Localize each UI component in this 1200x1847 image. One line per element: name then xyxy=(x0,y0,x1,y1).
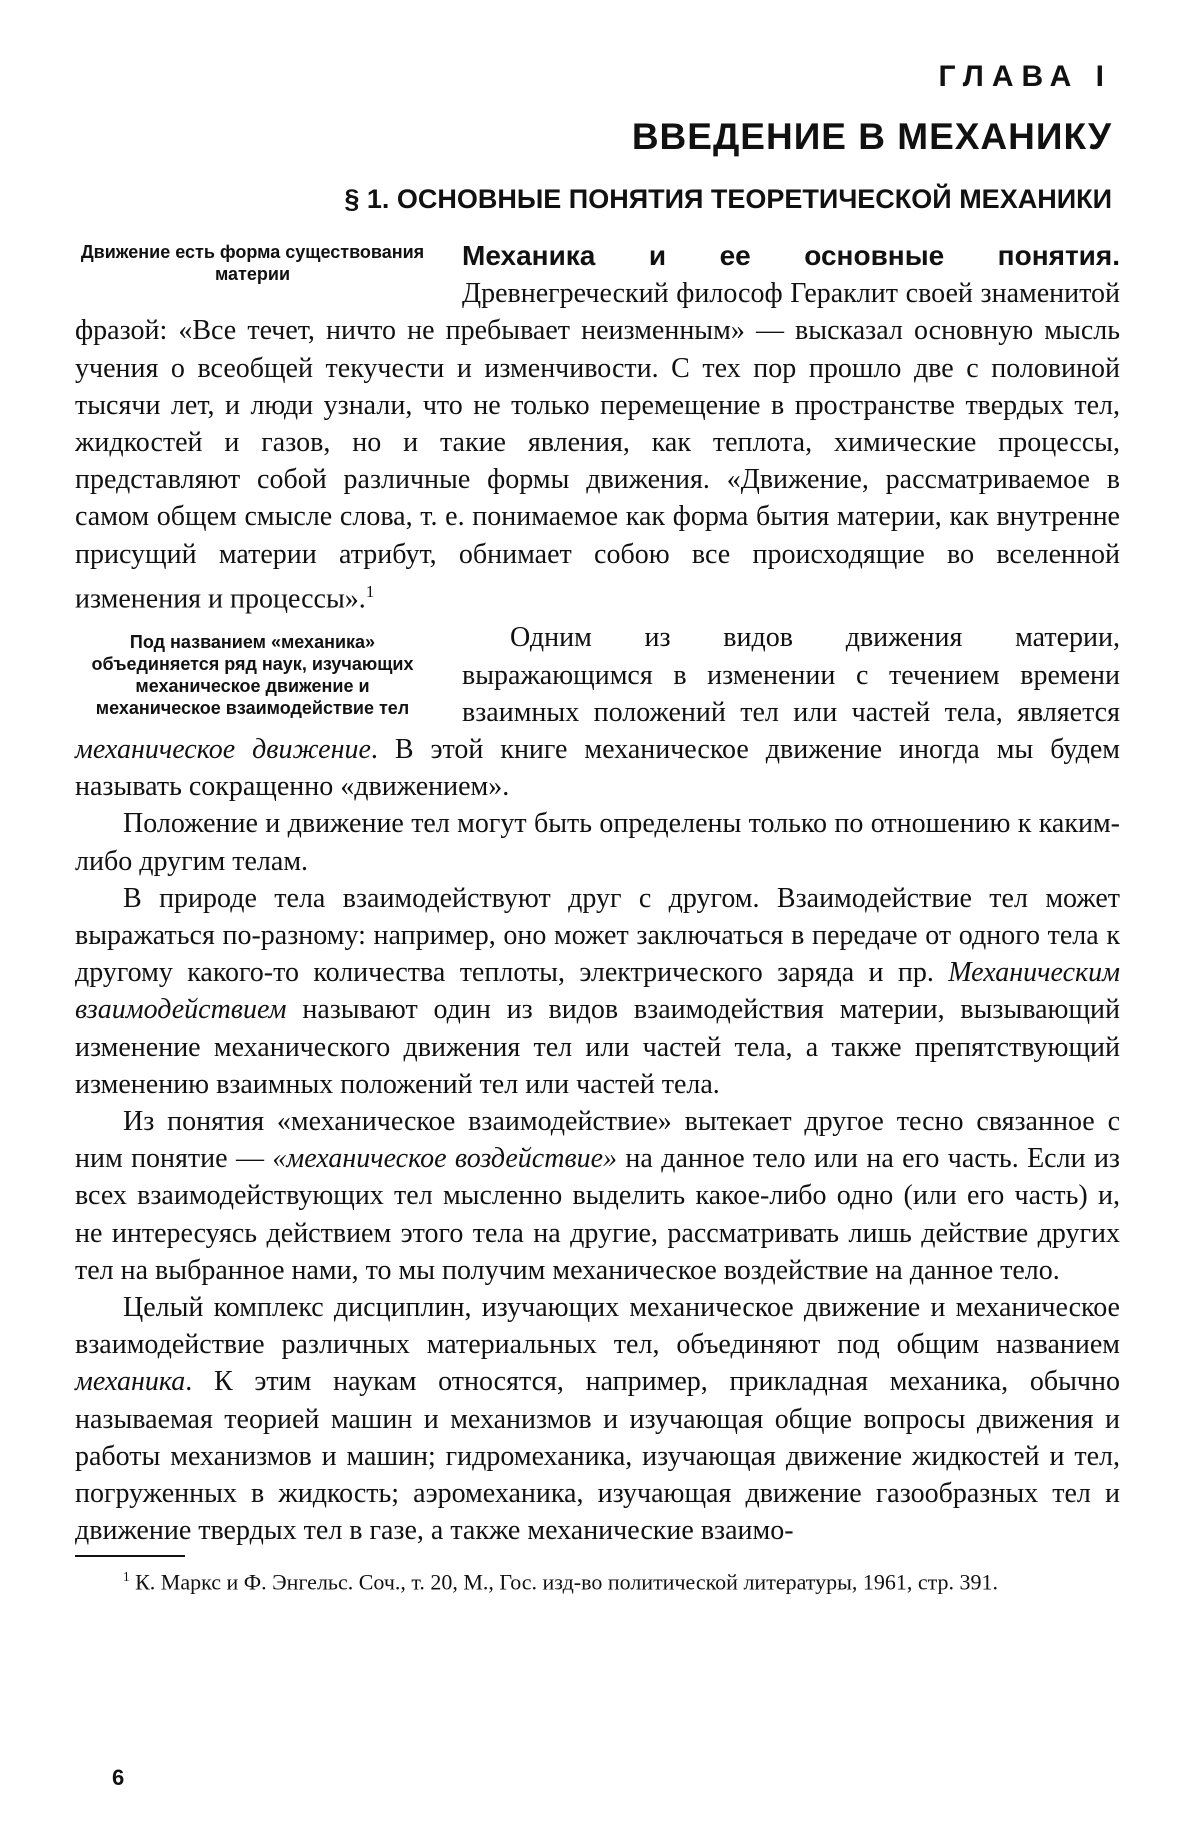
footnote-ref: 1 xyxy=(365,581,375,601)
paragraph-text: Древнегреческий философ Гераклит своей знаменитой фразой: «Все течет, ничто не пребывает неизменным» — высказал основную мысль учения о всеобщей текучести и изменчивости. С тех пор прошло две с половиной тысячи лет, и люди узнали, что не только перемещение в пространстве твердых тел, жидкостей и газов, но и такие явления, как теплота, химические процессы, представляют собой различные формы движения. «Движение, рассматриваемое в самом общем смысле слова, т. е. понимаемое как форма бытия материи, как внутренне присущий материи атрибут, обнимает собою все происходящие во вселенной изменения и процессы». xyxy=(75,278,1120,615)
emphasis-term: механика xyxy=(75,1366,186,1398)
paragraph xyxy=(75,1289,1120,1549)
paragraph-text: Одним из видов движения материи, выражающимся в изменении с течением времени взаимных положений тел или частей тела, является xyxy=(462,622,1120,728)
paragraph-text: называют один из видов взаимодействия материи, вызывающий изменение механического движения тел или частей тела, а также препятствующий изменению взаимных положений тел или частей тела. xyxy=(75,994,1120,1100)
chapter-label: ГЛАВА I xyxy=(938,60,1112,93)
paragraph-text: . В этой книге механическое движение иногда мы будем называть сокращенно «движением». xyxy=(75,733,1121,803)
paragraph xyxy=(75,1103,1120,1289)
paragraph-text: на данное тело или на его часть. Если из всех взаимодействующих тел мысленно выделить какое-либо одно (или его часть) и, не интересуясь действием этого тела на другие, рассматривать лишь действие других тел на выбранное нами, то мы получим механическое воздействие на данное тело. xyxy=(75,1143,1120,1286)
footnote-marker: 1 xyxy=(123,1569,130,1585)
paragraph-text: В природе тела взаимодействуют друг с другом. Взаимодействие тел может выражаться по-разному: например, оно может заключаться в передаче от одного тела к другому какого-то количества теплоты, электрического заряда и пр. xyxy=(75,882,1120,989)
paragraph-heading: Механика и ее основные понятия. xyxy=(462,240,1120,271)
paragraph xyxy=(75,237,1120,617)
margin-note: Под названием «механика» объединяется ряд наук, изучающих механическое движение и механическое взаимодействие тел xyxy=(91,632,414,719)
emphasis-term: Механическим взаимодействием xyxy=(75,957,1120,1026)
section-body xyxy=(75,237,1120,1549)
paragraph xyxy=(75,880,1120,1103)
footnote-text: К. Маркс и Ф. Энгельс. Соч., т. 20, М., Гос. изд-во политической литературы, 1961, стр. 391. xyxy=(129,1569,999,1595)
paragraph-text: Из понятия «механическое взаимодействие» вытекает другое тесно связанное с ним понятие — xyxy=(75,1106,1120,1175)
paragraph: Положение и движение тел могут быть определены только по отношению к каким-либо другим телам. xyxy=(75,808,1120,877)
footnote-divider xyxy=(75,1555,185,1557)
page-number: 6 xyxy=(112,1765,125,1790)
emphasis-term: «механическое воздействие» xyxy=(272,1143,618,1175)
page-content xyxy=(75,60,1120,1597)
paragraph-text: Целый комплекс дисциплин, изучающих механическое движение и механическое взаимодействие различных материальных тел, объединяют под общим названием xyxy=(75,1292,1120,1361)
emphasis-term: механическое движение xyxy=(75,733,371,765)
footnote xyxy=(75,1563,1120,1596)
margin-note: Движение есть форма существования материи xyxy=(80,242,425,284)
paragraph-text: . К этим наукам относятся, например, прикладная механика, обычно называемая теорией машин и механизмов и изучающая общие вопросы движения и работы механизмов и машин; гидромеханика, изучающая движение жидкостей и тел, погруженных в жидкость; аэромеханика, изучающая движение газообразных тел и движение твердых тел в газе, а также механические взаимо- xyxy=(75,1366,1120,1547)
section-title: § 1. ОСНОВНЫЕ ПОНЯТИЯ ТЕОРЕТИЧЕСКОЙ МЕХАНИКИ xyxy=(344,184,1112,214)
chapter-title: ВВЕДЕНИЕ В МЕХАНИКУ xyxy=(631,116,1112,157)
